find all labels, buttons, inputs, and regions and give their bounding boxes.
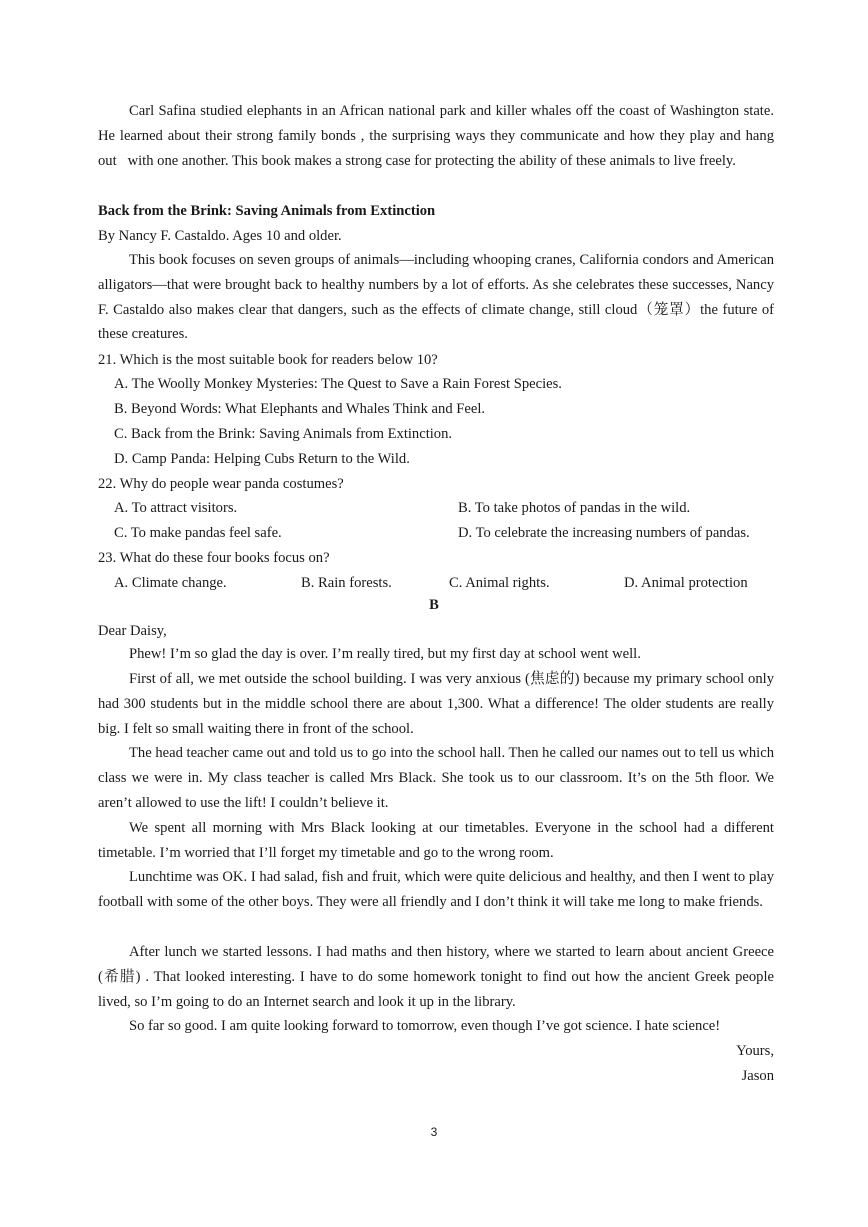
question-21-stem: 21. Which is the most suitable book for readers below 10? <box>98 352 438 368</box>
letter-paragraph: Phew! I’m so glad the day is over. I’m really tired, but my first day at school went well. <box>129 646 641 662</box>
question-22-option-c: C. To make pandas feel safe. <box>114 525 282 541</box>
question-22-option-b: B. To take photos of pandas in the wild. <box>458 500 691 516</box>
question-23-option-d: D. Animal protection <box>624 575 748 591</box>
question-22-option-d: D. To celebrate the increasing numbers of pandas. <box>458 525 750 541</box>
section-b-label: B <box>429 597 439 613</box>
book-title: Back from the Brink: Saving Animals from Extinction <box>98 203 436 219</box>
letter-salutation: Dear Daisy, <box>98 623 167 639</box>
question-23-stem: 23. What do these four books focus on? <box>98 550 330 566</box>
question-21-option-b: B. Beyond Words: What Elephants and Whales Think and Feel. <box>114 401 486 417</box>
beyond-words-paragraph: Carl Safina studied elephants in an African national park and killer whales off the coast of Washington state. He learned about their strong family bonds , the surprising ways they communicate and how they play and hang out with one another. This book makes a strong case for protecting the ability of these animals to live freely. <box>98 103 774 169</box>
letter-paragraph: The head teacher came out and told us to go into the school hall. Then he called our names out to tell us which class we were in. My class teacher is called Mrs Black. She took us to our classroom. It’s on the 5th floor. We aren’t allowed to use the lift! I couldn’t believe it. <box>98 745 774 811</box>
letter-paragraph: So far so good. I am quite looking forward to tomorrow, even though I’ve got science. I hate science! <box>129 1018 721 1034</box>
question-23-option-c: C. Animal rights. <box>449 575 550 591</box>
question-21-option-a: A. The Woolly Monkey Mysteries: The Quest to Save a Rain Forest Species. <box>114 376 562 392</box>
letter-paragraph: We spent all morning with Mrs Black looking at our timetables. Everyone in the school had a different timetable. I’m worried that I’ll forget my timetable and go to the wrong room. <box>98 820 774 861</box>
letter-signature: Jason <box>741 1068 774 1084</box>
letter-paragraph: First of all, we met outside the school building. I was very anxious (焦虑的) because my primary school only had 300 students but in the middle school there are about 1,300. What a difference! The older students are really big. I felt so small waiting there in front of the school. <box>98 671 774 737</box>
book-paragraph: This book focuses on seven groups of animals—including whooping cranes, California condors and American alligators—that were brought back to healthy numbers by a lot of efforts. As she celebrates these successes, Nancy F. Castaldo also makes clear that dangers, such as the effects of climate change, still cloud（笼罩）the future of these creatures. <box>98 252 774 343</box>
letter-closing: Yours, <box>736 1043 774 1059</box>
page-number: 3 <box>430 1125 438 1139</box>
question-23-option-b: B. Rain forests. <box>301 575 392 591</box>
question-21-option-c: C. Back from the Brink: Saving Animals from Extinction. <box>114 426 453 442</box>
question-23-option-a: A. Climate change. <box>114 575 227 591</box>
letter-paragraph: After lunch we started lessons. I had maths and then history, where we started to learn about ancient Greece (希腊) . That looked interesting. I have to do some homework tonight to find out how the ancient Greek people lived, so I’m going to do an Internet search and look it up in the library. <box>98 944 774 1010</box>
question-22-option-a: A. To attract visitors. <box>114 500 238 516</box>
book-byline: By Nancy F. Castaldo. Ages 10 and older. <box>98 228 342 244</box>
letter-paragraph: Lunchtime was OK. I had salad, fish and fruit, which were quite delicious and healthy, and then I went to play football with some of the other boys. They were all friendly and I don’t think it will take me long to make friends. <box>98 869 774 910</box>
question-21-option-d: D. Camp Panda: Helping Cubs Return to the Wild. <box>114 451 410 467</box>
question-22-stem: 22. Why do people wear panda costumes? <box>98 476 344 492</box>
